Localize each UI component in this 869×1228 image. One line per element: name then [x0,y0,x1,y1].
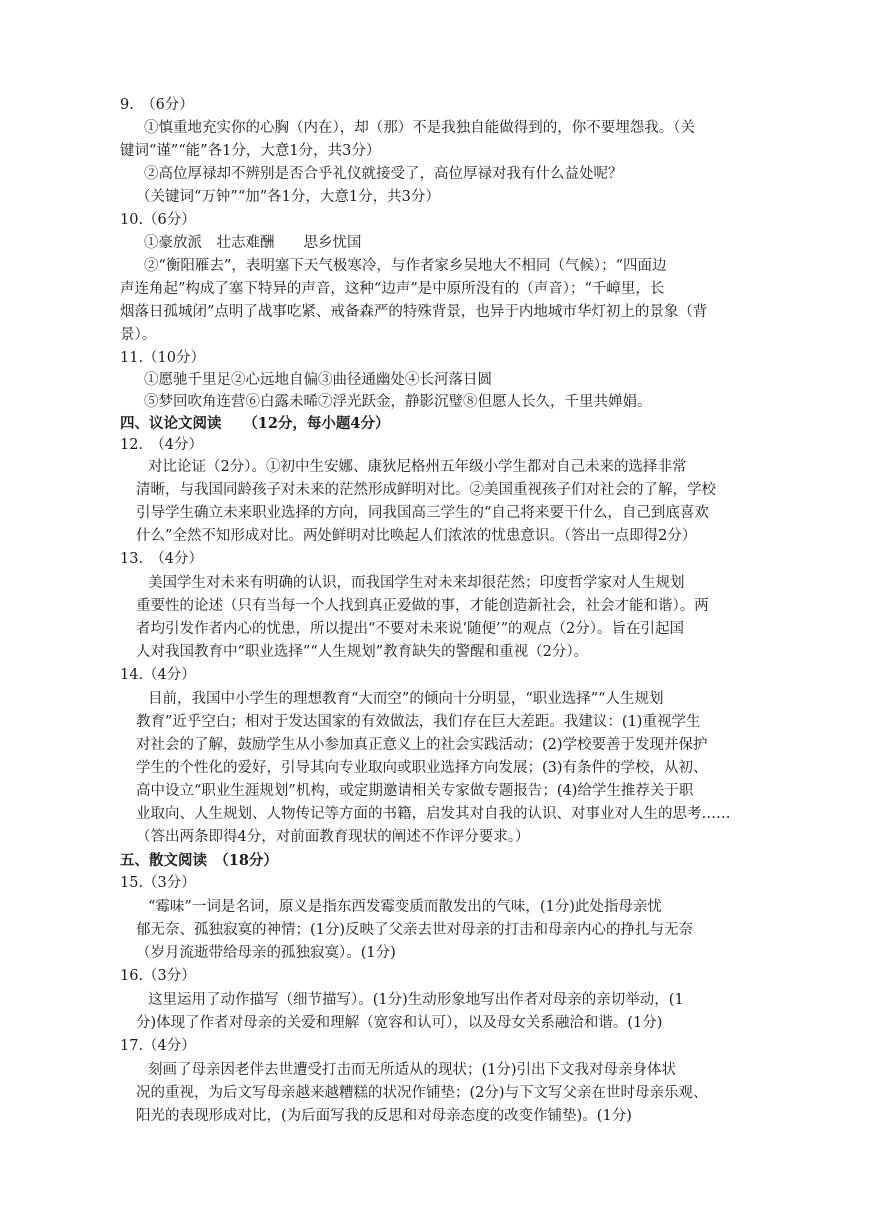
q14-answer-line6: 业取向、人生规划、人物传记等方面的书籍，启发其对自我的认识、对事业对人生的思考…… [136,806,731,822]
q17-answer-line2: 况的重视，为后文写母亲越来越糟糕的状况作铺垫；(2分)与下文写父亲在世时母亲乐观、 [136,1085,708,1101]
q15-answer-line3: （岁月流逝带给母亲的孤独寂寞）。(1分) [136,945,396,961]
q10-answer-1: ①豪放派 壮志难酬 思乡忧国 [144,235,362,251]
q14-answer-line2: 教育”近乎空白；相对于发达国家的有效做法，我们存在巨大差距。我建议：(1)重视学生 [136,714,701,730]
q10-answer-2-line4: 景）。 [120,327,157,343]
q12-header: 12. （4分） [120,437,204,453]
q11-answer-line2: ⑤梦回吹角连营⑥白露未晞⑦浮光跃金，静影沉璧⑧但愿人长久，千里共婵娟。 [144,394,652,410]
q16-header: 16.（3分） [120,968,196,984]
q10-header: 10.（6分） [120,212,196,228]
q9-header: 9. （6分） [120,97,194,113]
q10-answer-2-line3: 烟落日孤城闭”点明了战事吃紧、戒备森严的特殊背景，也异于内地城市华灯初上的景象（背 [120,304,708,320]
section-5-heading: 五、散文阅读 （18分） [120,852,278,869]
q9-answer-2-line1: ②高位厚禄却不辨别是否合乎礼仪就接受了，高位厚禄对我有什么益处呢？ [144,166,623,182]
q10-answer-2-line2: 声连角起”构成了塞下特异的声音，这种“边声”是中原所没有的（声音）；“千嶂里，长 [120,281,665,297]
q13-answer-line4: 人对我国教育中“职业选择”“人生规划”教育缺失的警醒和重视（2分）。 [136,644,589,660]
q13-answer-line2: 重要性的论述（只有当每一个人找到真正爱做的事，才能创造新社会，社会才能和谐）。两 [136,598,709,614]
q14-answer-line7: （答出两条即得4分，对前面教育现状的阐述不作评分要求。） [136,829,530,845]
q10-answer-2-line1: ②“衡阳雁去”，表明塞下天气极寒冷，与作者家乡吴地大不相同（气候）；“四面边 [144,258,667,274]
q12-answer-line3: 引导学生确立未来职业选择的方向，同我国高三学生的“自己将来要干什么，自己到底喜欢 [136,505,709,521]
q14-answer-line4: 学生的个性化的爱好，引导其向专业取向或职业选择方向发展；(3)有条件的学校，从初、 [136,760,708,776]
q15-answer-line1: “霉味”一词是名词，原义是指东西发霉变质而散发出的气味，(1分)此处指母亲忧 [148,899,662,915]
q15-answer-line2: 郁无奈、孤独寂寞的神情；(1分)反映了父亲去世对母亲的打击和母亲内心的挣扎与无奈 [136,922,694,938]
q12-answer-line1: 对比论证（2分）。①初中生安娜、康狄尼格州五年级小学生都对自己未来的选择非常 [148,459,687,475]
q13-answer-line3: 者均引发作者内心的忧患，所以提出“不要对未来说‘随便’”的观点（2分）。旨在引起国 [136,621,685,637]
q16-answer-line1: 这里运用了动作描写（细节描写）。(1分)生动形象地写出作者对母亲的亲切举动，(1 [148,992,684,1008]
q9-answer-1-line2: 键词“谨”“能”各1分，大意1分，共3分） [120,143,381,159]
q13-answer-line1: 美国学生对未来有明确的认识，而我国学生对未来却很茫然；印度哲学家对人生规划 [148,575,685,591]
q14-answer-line5: 高中设立“职业生涯规划”机构，或定期邀请相关专家做专题报告；(4)给学生推荐关于职 [136,783,694,799]
q14-header: 14.（4分） [120,667,196,683]
q13-header: 13. （4分） [120,551,204,567]
q11-header: 11.（10分） [120,350,206,366]
q9-answer-2-line2: （关键词“万钟”“加”各1分，大意1分，共3分） [136,189,440,205]
section-4-heading: 四、议论文阅读 （12分，每小题4分） [120,415,390,432]
q17-header: 17.（4分） [120,1038,196,1054]
q16-answer-line2: 分)体现了作者对母亲的关爱和理解（宽容和认可），以及母女关系融洽和谐。(1分) [136,1015,663,1031]
q14-answer-line3: 对社会的了解，鼓励学生从小参加真正意义上的社会实践活动；(2)学校要善于发现并保护 [136,737,708,753]
q12-answer-line2: 清晰，与我国同龄孩子对未来的茫然形成鲜明对比。②美国重视孩子们对社会的了解，学校 [136,482,716,498]
q15-header: 15.（3分） [120,875,196,891]
q14-answer-line1: 目前，我国中小学生的理想教育“大而空”的倾向十分明显，“职业选择”“人生规划 [148,691,664,707]
q17-answer-line3: 阳光的表现形成对比，(为后面写我的反思和对母亲态度的改变作铺垫)。(1分) [136,1108,632,1124]
q9-answer-1-line1: ①慎重地充实你的心胸（内在），却（那）不是我独自能做得到的，你不要埋怨我。（关 [144,120,695,136]
q12-answer-line4: 什么”全然不知形成对比。两处鲜明对比唤起人们浓浓的忧患意识。（答出一点即得2分） [136,528,697,544]
q11-answer-line1: ①愿驰千里足②心远地自偏③曲径通幽处④长河落日圆 [144,372,492,388]
q17-answer-line1: 刻画了母亲因老伴去世遭受打击而无所适从的现状；(1分)引出下文我对母亲身体状 [148,1062,677,1078]
